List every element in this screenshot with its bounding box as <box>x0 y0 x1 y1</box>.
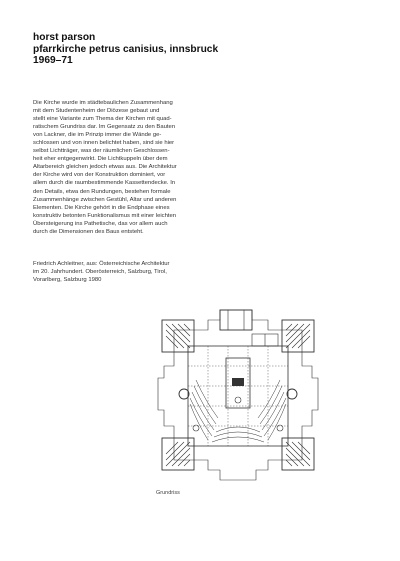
text-line: Übersteigerung ins Pathetische, das vor allem auch <box>33 220 168 227</box>
text-line: stellt eine Variante zum Thema der Kirchen mit quad- <box>33 116 172 123</box>
plan-column-grid <box>188 346 288 446</box>
plan-font <box>193 425 199 431</box>
text-line: heit eher entgegenwirkt. Die Lichtkuppeln über dem <box>33 156 168 163</box>
plan-corner-stair-ne <box>282 320 314 352</box>
plan-pews-west <box>190 380 218 440</box>
plan-round-niche-east <box>287 389 297 399</box>
plan-pews-east <box>258 380 286 440</box>
citation-line: Vorarlberg, Salzburg 1980 <box>33 277 102 284</box>
text-line: den Details, etwa den Rundungen, bestehen formale <box>33 188 171 195</box>
text-line: Die Kirche wurde im städtebaulichen Zusammenhang <box>33 100 173 106</box>
figure-caption: Grundriss <box>156 490 180 496</box>
plan-corner-stair-nw <box>162 320 194 352</box>
citation-line: Friedrich Achleitner, aus: Österreichische Architektur <box>33 261 170 267</box>
text-line: allem durch die raumbestimmende Kassettendecke. In <box>33 180 176 187</box>
plan-corner-stair-sw <box>162 438 194 470</box>
floor-plan-drawing <box>148 306 328 484</box>
text-line: ratischem Grundriss dar. Im Gegensatz zu den Bauten <box>33 124 176 131</box>
text-line: schlossen und von innen belichtet haben, sind sie hier <box>33 140 175 147</box>
text-line: von Lackner, die im Prinzip immer die Wände ge- <box>33 132 162 139</box>
text-line: durch die Dimensionen des Baus entsteht. <box>33 228 144 235</box>
building-title: pfarrkirche petrus canisius, innsbruck <box>33 43 219 55</box>
text-line: der Kirche wird von der Konstruktion dominiert, vor <box>33 172 166 179</box>
plan-round-niche-west <box>179 389 189 399</box>
plan-entrance-block <box>220 310 252 330</box>
text-line: selbst Lichtträger, was der räumlichen Geschlossen- <box>33 148 170 155</box>
plan-altar <box>232 378 244 386</box>
plan-nave-square <box>188 346 288 446</box>
text-line: Zusammenhänge zwischen Gestühl, Altar und anderen <box>33 196 177 203</box>
text-line: Elementen. Die Kirche gehört in die Endphase eines <box>33 204 170 211</box>
plan-pews-south <box>212 427 264 442</box>
page-heading <box>33 32 373 67</box>
plan-outer-wall <box>158 310 318 480</box>
source-citation <box>33 260 233 284</box>
citation-line: im 20. Jahrhundert. Oberösterreich, Salzburg, Tirol, <box>33 269 167 276</box>
text-line: konstruktiv betonten Funktionalismus mit einer leichten <box>33 212 177 219</box>
building-years: 1969–71 <box>33 55 73 67</box>
description-paragraph <box>33 99 211 236</box>
text-line: Altarbereich gleichen jedoch etwas aus. Die Architektur <box>33 164 177 171</box>
plan-corner-stair-se <box>282 438 314 470</box>
text-line: mit dem Studentenheim der Diözese gebaut und <box>33 108 160 115</box>
architect-name: horst parson <box>33 32 96 43</box>
